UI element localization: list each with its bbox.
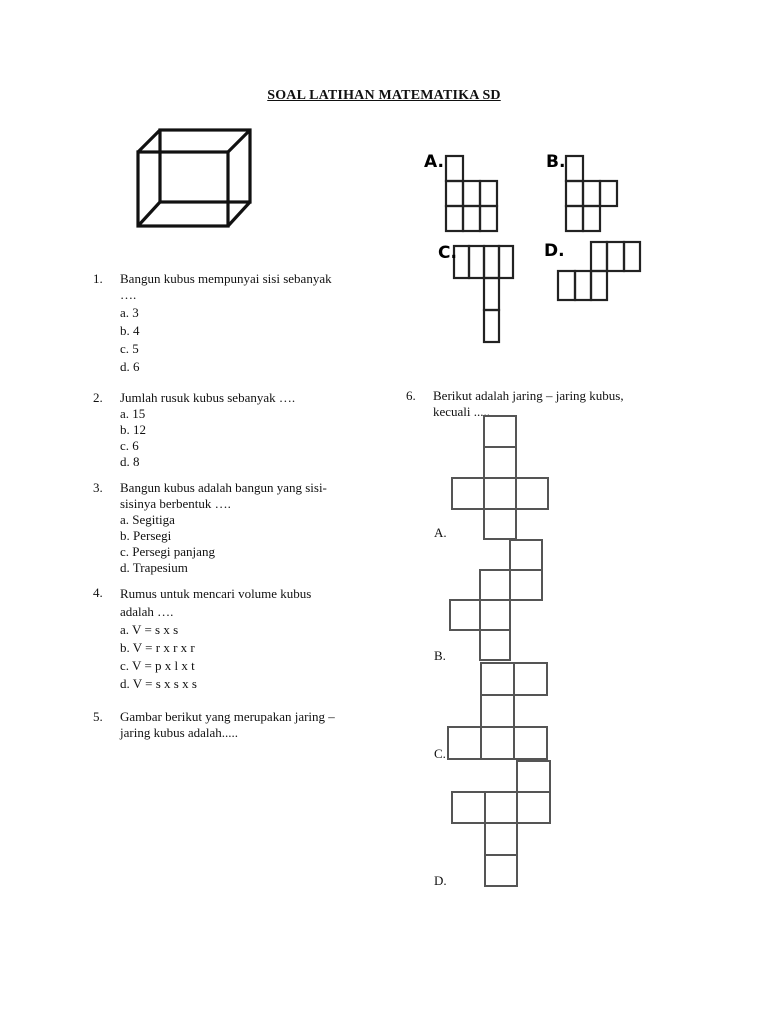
q6-net-c [448, 663, 547, 759]
option-d: d. 6 [120, 359, 140, 374]
option-b: b. 4 [120, 323, 140, 338]
question-text: Bangun kubus mempunyai sisi sebanyak [120, 271, 332, 286]
question-5 [93, 709, 383, 749]
option-d: d. Trapesium [120, 560, 188, 575]
question-text: Gambar berikut yang merupakan jaring – [120, 709, 335, 724]
question-number: 6. [406, 388, 416, 403]
q6-nets-figure [440, 414, 560, 890]
option-c: c. 5 [120, 341, 139, 356]
question-1 [93, 271, 383, 381]
q6-label-d: D. [434, 873, 447, 888]
option-b: b. Persegi [120, 528, 172, 543]
q6-net-d [452, 761, 550, 886]
option-b: b. V = r x r x r [120, 640, 195, 655]
question-text-cont: jaring kubus adalah..... [120, 725, 239, 740]
net-label-b: B. [546, 152, 566, 172]
net-label-a: A. [424, 152, 444, 172]
page-title: SOAL LATIHAN MATEMATIKA SD [267, 88, 501, 103]
option-a: a. 3 [120, 305, 139, 320]
question-text: Berikut adalah jaring – jaring kubus, [433, 388, 624, 403]
question-number: 2. [93, 390, 103, 405]
option-c: c. 6 [120, 438, 139, 453]
net-c [454, 246, 513, 342]
net-label-c: C. [438, 243, 457, 263]
question-4 [93, 585, 383, 695]
question-number: 3. [93, 480, 103, 495]
q6-net-b [450, 540, 542, 660]
option-d: d. V = s x s x s [120, 676, 197, 691]
option-a: a. 15 [120, 406, 146, 421]
question-number: 5. [93, 709, 103, 724]
question-text-cont: kecuali ..... [433, 404, 491, 419]
q6-net-a [452, 416, 548, 539]
question-text-cont: sisinya berbentuk …. [120, 496, 231, 511]
net-label-d: D. [544, 241, 565, 261]
q6-label-c: C. [434, 746, 446, 761]
question-3 [93, 480, 383, 575]
question-text-cont: …. [120, 287, 137, 302]
question-text: Jumlah rusuk kubus sebanyak …. [120, 390, 296, 405]
option-a: a. V = s x s [120, 622, 179, 637]
question-number: 1. [93, 271, 103, 286]
option-c: c. Persegi panjang [120, 544, 215, 559]
question-text: Rumus untuk mencari volume kubus [120, 586, 312, 601]
question-text: Bangun kubus adalah bangun yang sisi- [120, 480, 327, 495]
question-2 [93, 390, 383, 470]
net-b [566, 156, 617, 231]
net-a [446, 156, 497, 231]
question-text-cont: adalah …. [120, 604, 174, 619]
q5-nets-figure [420, 140, 650, 346]
option-d: d. 8 [120, 454, 140, 469]
question-number: 4. [93, 585, 103, 600]
cube-illustration [130, 122, 260, 234]
option-c: c. V = p x l x t [120, 658, 195, 673]
option-a: a. Segitiga [120, 512, 175, 527]
q6-label-a: A. [434, 525, 447, 540]
q6-label-b: B. [434, 648, 446, 663]
net-d [558, 242, 640, 300]
option-b: b. 12 [120, 422, 146, 437]
